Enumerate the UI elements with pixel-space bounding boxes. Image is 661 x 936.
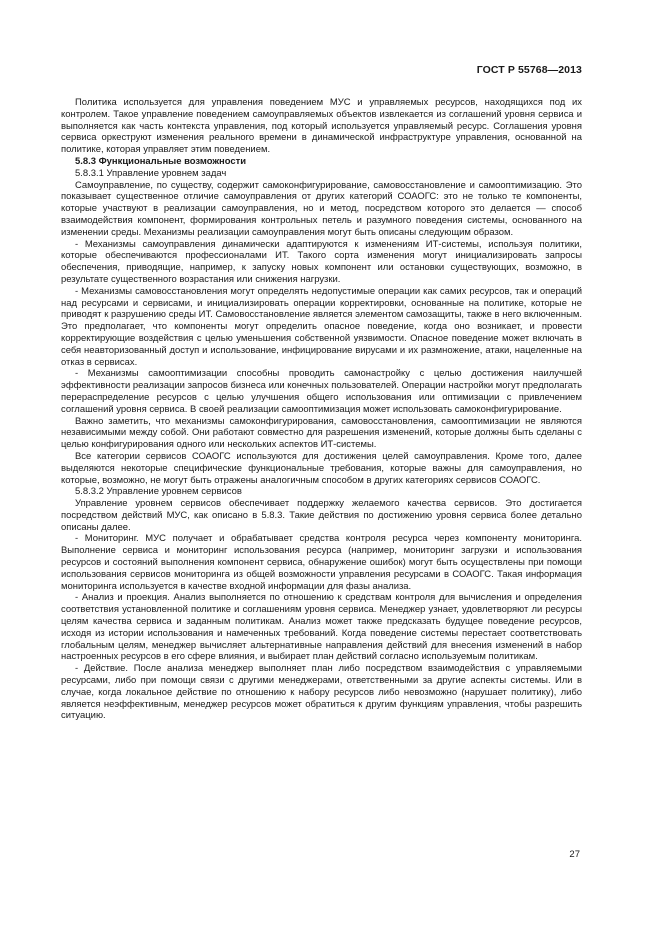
subsection-heading: 5.8.3.1 Управление уровнем задач	[75, 167, 227, 179]
subsection-heading: 5.8.3.2 Управление уровнем сервисов	[75, 486, 242, 498]
paragraph: - Действие. После анализа менеджер выполняет план либо посредством взаимодействия с управляемыми ресурсами, либо при помощи связи с другими менеджерами, ответственными за другие аспекты системы. Или в случае, когда локальное действие по отношению к набору ресурсов либо невозможно (нарушает политику), либо является неэффективным, менеджер ресурсов может обратиться к другим функциям управления, чтобы разрешить ситуацию.	[61, 663, 582, 722]
paragraph: - Механизмы самовосстановления могут определять недопустимые операции как самих ресурсов, так и операций над ресурсами и сервисами, и инициализировать операции корректировки, основанные на политике, которые не приводят к разрушению среды ИТ. Самовосстановление является элементом самозащиты, также в него включенным. Это предполагает, что компоненты могут определить опасное поведение, когда оно возникает, и провести корректирующие воздействия с целью уменьшения собственной уязвимости. Опасное поведение может включать в себя неавторизованный доступ и использование, инфицирование вирусами и их размножение, атаки, нацеленные на отказ в сервисах.	[61, 285, 582, 368]
paragraph: - Механизмы самооптимизации способны проводить самонастройку с целью достижения наилучшей эффективности реализации запросов бизнеса или конечных пользователей. Операции настройки могут предполагать перераспределение ресурсов с целью улучшения общего использования или оптимизации с привлечением соглашений уровня сервиса. В своей реализации самооптимизация может использовать самоконфигурирование.	[61, 368, 582, 415]
page-number: 27	[569, 849, 580, 860]
document-body	[61, 97, 582, 722]
paragraph: Важно заметить, что механизмы самоконфигурирования, самовосстановления, самооптимизации не являются независимыми между собой. Они работают совместно для разрешения изменений, которые должны быть сделаны с целью конфигурирования одного или нескольких аспектов ИТ-системы.	[61, 415, 582, 451]
paragraph: Все категории сервисов СОАОГС используются для достижения целей самоуправления. Кроме того, далее выделяются некоторые специфические функциональные требования, которые важны для самоуправления, но которые, возможно, не могут быть отражены аналогичным способом в других категориях сервисов СОАОГС.	[61, 450, 582, 486]
paragraph: - Мониторинг. МУС получает и обрабатывает средства контроля ресурса через компоненту мониторинга. Выполнение сервиса и мониторинг использования ресурса (например, мониторинг загрузки и использования ресурсов и состояний выполнения компонент сервиса, обнаружение ошибок) могут быть осуществлены при помощи использования сервисов мониторинга из общей возможности управления ресурсами в СОАОГС. Такая информация мониторинга используется в качестве входной информации для фазы анализа.	[61, 533, 582, 592]
paragraph: - Механизмы самоуправления динамически адаптируются к изменениям ИТ-системы, используя политики, которые обеспечиваются профессионалами ИТ. Такого сорта изменения могут инициализировать запросы обеспечения, приводящие, например, к запуску новых компонент или остановки существующих, возможно, в результате существенного возрастания или снижения нагрузки.	[61, 238, 582, 285]
section-heading: 5.8.3 Функциональные возможности	[75, 155, 247, 167]
paragraph: - Анализ и проекция. Анализ выполняется по отношению к средствам контроля для вычисления и определения соответствия установленной политике и соглашениям уровня сервиса. Менеджер узнает, удовлетворяют ли ресурсы целям качества сервиса и заданным политикам. Анализ может также предсказать будущее поведение ресурсов, исходя из истории использования и намеченных требований. Когда поведение системы перестает соответствовать глобальным целям, менеджер вычисляет альтернативные направления действий для внесения изменений в набор настроенных ресурсов в его сфере влияния, и выбирает план действий согласно используемым политикам.	[61, 592, 582, 663]
paragraph: Самоуправление, по существу, содержит самоконфигурирование, самовосстановление и самооптимизацию. Это показывает существенное отличие самоуправления от других категорий СОАОГС: это не только те компоненты, которые участвуют в реализации самоуправления, но и метод, посредством которого это делается — способ взаимодействия компонент, формирования контрольных петель и разумного поведения системы, основанного на изменении среды. Механизмы реализации самоуправления могут быть описаны следующим образом.	[61, 179, 582, 238]
document-header: ГОСТ Р 55768—2013	[476, 64, 582, 76]
paragraph: Политика используется для управления поведением МУС и управляемых ресурсов, находящихся под их контролем. Такое управление поведением самоуправляемых объектов извлекается из соглашений уровня сервиса и выполняется как часть контекста управления, под который используется управляемый ресурс. Соглашения уровня сервиса оркеструют изменения реального времени в динамической инфраструктуре управления, основанной на политике, которая управляет этим поведением.	[61, 97, 582, 156]
paragraph: Управление уровнем сервисов обеспечивает поддержку желаемого качества сервисов. Это достигается посредством действий МУС, как описано в 5.8.3. Такие действия по достижению уровня сервиса более детально описаны далее.	[61, 498, 582, 533]
